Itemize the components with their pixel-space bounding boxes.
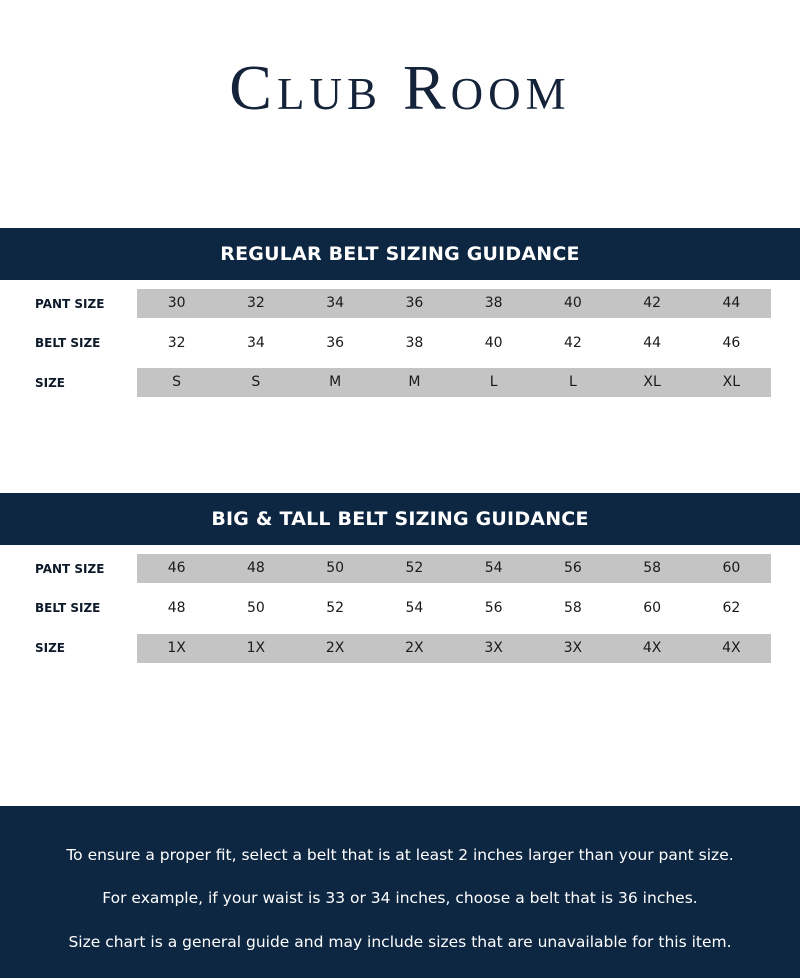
table-cell: S bbox=[251, 374, 261, 390]
table-cell: 42 bbox=[643, 295, 662, 311]
table-cell: 48 bbox=[167, 600, 186, 616]
table-cell: 56 bbox=[563, 560, 582, 576]
table-cell: S bbox=[172, 374, 182, 390]
table-cell: 46 bbox=[167, 560, 186, 576]
table-cell: 38 bbox=[484, 295, 503, 311]
regular-pant-size-label: PANT SIZE bbox=[35, 297, 105, 311]
bigtall-pant-size-row bbox=[137, 554, 771, 583]
table-cell: 44 bbox=[722, 295, 741, 311]
fit-example-note: For example, if your waist is 33 or 34 inches, choose a belt that is 36 inches. bbox=[102, 889, 698, 907]
table-cell: 36 bbox=[405, 295, 424, 311]
table-cell: 3X bbox=[563, 640, 583, 656]
table-cell: 3X bbox=[484, 640, 503, 656]
bigtall-belt-size-label: BELT SIZE bbox=[35, 601, 101, 615]
bigtall-sizing-title: BIG & TALL BELT SIZING GUIDANCE bbox=[0, 493, 800, 545]
table-cell: 30 bbox=[167, 295, 186, 311]
regular-belt-size-label: BELT SIZE bbox=[35, 336, 101, 350]
table-cell: 46 bbox=[722, 335, 741, 351]
bigtall-size-label: SIZE bbox=[35, 641, 66, 655]
fit-guidance-note: To ensure a proper fit, select a belt that is at least 2 inches larger than your pant size. bbox=[66, 846, 734, 864]
table-cell: 38 bbox=[405, 335, 424, 351]
bigtall-belt-size-row bbox=[137, 594, 771, 623]
table-cell: 34 bbox=[326, 295, 345, 311]
table-cell: 4X bbox=[722, 640, 741, 656]
table-cell: 50 bbox=[246, 600, 265, 616]
table-cell: L bbox=[568, 374, 577, 390]
table-cell: 58 bbox=[563, 600, 582, 616]
table-cell: M bbox=[408, 374, 421, 390]
table-cell: 34 bbox=[246, 335, 265, 351]
brand-logo: Club Room bbox=[229, 52, 571, 123]
table-cell: 60 bbox=[643, 600, 662, 616]
table-cell: 42 bbox=[563, 335, 582, 351]
table-cell: XL bbox=[722, 374, 741, 390]
fit-guidance-footer bbox=[0, 806, 800, 978]
table-cell: 32 bbox=[246, 295, 265, 311]
bigtall-pant-size-label: PANT SIZE bbox=[35, 562, 105, 576]
table-cell: 2X bbox=[405, 640, 424, 656]
table-cell: 60 bbox=[722, 560, 741, 576]
table-cell: XL bbox=[643, 374, 661, 390]
regular-sizing-title: REGULAR BELT SIZING GUIDANCE bbox=[0, 228, 800, 280]
table-cell: 40 bbox=[484, 335, 503, 351]
bigtall-size-row bbox=[137, 634, 771, 663]
table-cell: 48 bbox=[246, 560, 265, 576]
table-cell: 32 bbox=[167, 335, 186, 351]
table-cell: 40 bbox=[563, 295, 582, 311]
table-cell: M bbox=[329, 374, 342, 390]
table-cell: 62 bbox=[722, 600, 741, 616]
regular-pant-size-row bbox=[137, 289, 771, 318]
table-cell: 50 bbox=[326, 560, 345, 576]
table-cell: 1X bbox=[167, 640, 186, 656]
size-chart-disclaimer: Size chart is a general guide and may include sizes that are unavailable for this item. bbox=[68, 933, 732, 951]
table-cell: 36 bbox=[326, 335, 345, 351]
table-cell: 2X bbox=[325, 640, 345, 656]
regular-belt-size-row bbox=[137, 329, 771, 358]
table-cell: 44 bbox=[643, 335, 662, 351]
table-cell: 52 bbox=[326, 600, 345, 616]
table-cell: 58 bbox=[643, 560, 662, 576]
regular-size-label: SIZE bbox=[35, 376, 66, 390]
regular-size-row bbox=[137, 368, 771, 397]
table-cell: 56 bbox=[484, 600, 503, 616]
table-cell: 1X bbox=[246, 640, 266, 656]
table-cell: 4X bbox=[642, 640, 662, 656]
table-cell: 52 bbox=[405, 560, 424, 576]
table-cell: 54 bbox=[484, 560, 503, 576]
table-cell: L bbox=[489, 374, 498, 390]
table-cell: 54 bbox=[405, 600, 424, 616]
